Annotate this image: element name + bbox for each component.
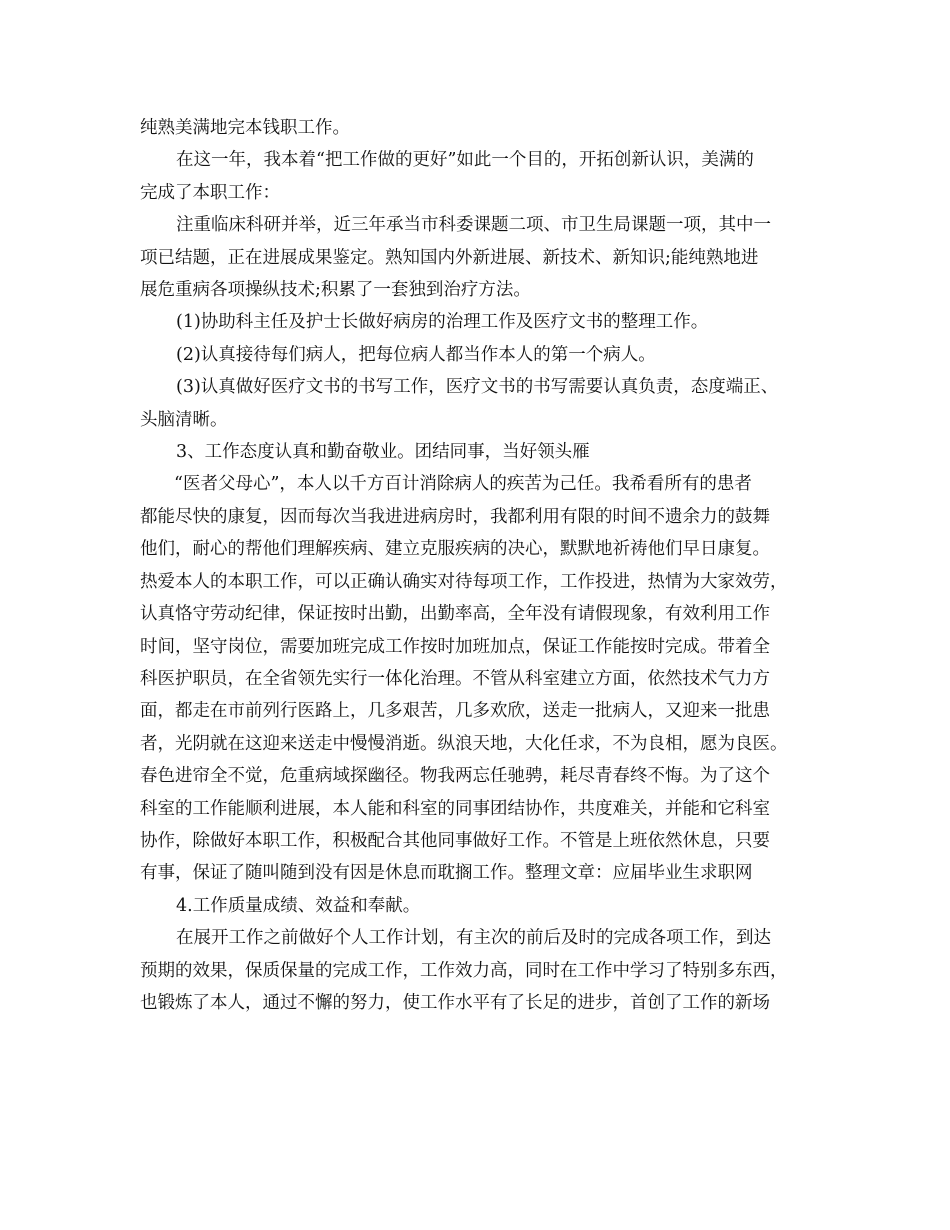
text-line: 认真恪守劳动纪律，保证按时出勤，出勤率高，全年没有请假现象，有效利用工作: [140, 604, 770, 625]
text-line: 在展开工作之前做好个人工作计划，有主次的前后及时的完成各项工作，到达: [176, 928, 771, 949]
text-line: (3)认真做好医疗文书的书写工作，医疗文书的书写需要认真负责，态度端正、: [176, 377, 779, 398]
text-line: 3、工作态度认真和勤奋敬业。团结同事，当好领头雁: [176, 442, 590, 463]
text-line: 头脑清晰。: [140, 409, 228, 430]
text-line: (2)认真接待每们病人，把每位病人都当作本人的第一个病人。: [176, 344, 656, 365]
text-line: 项已结题，正在进展成果鉴定。熟知国内外新进展、新技术、新知识;能纯熟地进: [140, 247, 759, 268]
text-line: 热爱本人的本职工作，可以正确认确实对待每项工作，工作投进，热情为大家效劳，: [140, 571, 788, 592]
text-line: “医者父母心”，本人以千方百计消除病人的疾苦为己任。我希看所有的患者: [174, 474, 752, 495]
text-line: 完成了本职工作：: [140, 182, 280, 203]
text-line: 有事，保证了随叫随到没有因是休息而耽搁工作。整理文章：应届毕业生求职网: [140, 863, 753, 884]
text-line: 春色进帘全不觉，危重病域探幽径。物我两忘任驰骋，耗尽青春终不悔。为了这个: [140, 766, 770, 787]
text-line: 纯熟美满地完本钱职工作。: [140, 118, 350, 138]
text-line: 科室的工作能顺利进展，本人能和科室的同事团结协作，共度难关，并能和它科室: [140, 798, 770, 819]
document-body: [140, 112, 820, 1019]
text-line: 预期的效果，保质保量的完成工作，工作效力高，同时在工作中学习了特别多东西，: [140, 960, 788, 981]
text-line: 都能尽快的康复，因而每次当我进进病房时，我都利用有限的时间不遗余力的鼓舞: [140, 506, 770, 527]
text-line: 展危重病各项操纵技术;积累了一套独到治疗方法。: [140, 280, 531, 301]
text-line: 注重临床科研并举，近三年承当市科委课题二项、市卫生局课题一项，其中一: [176, 215, 771, 236]
text-line: (1)协助科主任及护士长做好病房的治理工作及医疗文书的整理工作。: [176, 312, 709, 333]
text-line: 时间，坚守岗位，需要加班完成工作按时加班加点，保证工作能按时完成。带着全: [140, 636, 770, 657]
text-line: 在这一年，我本着“把工作做的更好”如此一个目的，开拓创新认识，美满的: [176, 150, 754, 171]
text-line: 科医护职员，在全省领先实行一体化治理。不管从科室建立方面，依然技术气力方: [140, 668, 770, 689]
text-line: 他们，耐心的帮他们理解疾病、建立克服疾病的决心，默默地祈祷他们早日康复。: [140, 539, 770, 560]
text-line: 者，光阴就在这迎来送走中慢慢消逝。纵浪天地，大化任求，不为良相，愿为良医。: [140, 733, 788, 754]
text-line: 协作，除做好本职工作，积极配合其他同事做好工作。不管是上班依然休息，只要: [140, 830, 770, 851]
text-line: 4.工作质量成绩、效益和奉献。: [176, 895, 421, 916]
text-line: 也锻炼了本人，通过不懈的努力，使工作水平有了长足的进步，首创了工作的新场: [140, 992, 770, 1013]
text-line: 面，都走在市前列行医路上，几多艰苦，几多欢欣，送走一批病人，又迎来一批患: [140, 701, 770, 722]
